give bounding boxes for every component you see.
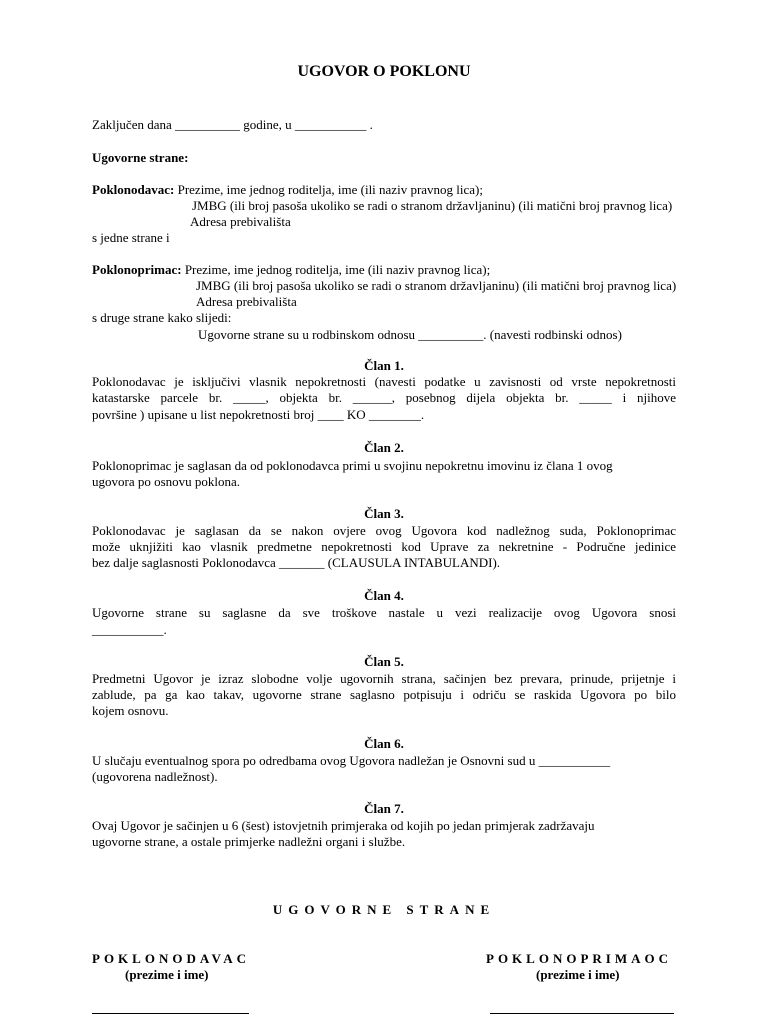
article-1-line: Poklonodavac je isključivi vlasnik nepokretnosti (navesti podatke u zavisnosti od vrste nepokretnosti xyxy=(92,374,676,389)
article-3-line: može uknjižiti kao vlasnik predmetne nepokretnosti kod Uprave za nekretnine - Područne jedinice xyxy=(92,539,676,554)
donor-jmbg: JMBG (ili broj pasoša ukoliko se radi o stranom državljaninu) (ili matični broj pravnog lica) xyxy=(192,198,673,213)
donor-signature-line xyxy=(92,1013,249,1014)
article-7-line: ugovorne strane, a ostale primjerke nadležni organi i službe. xyxy=(92,834,406,849)
recipient-signature-title: POKLONOPRIMAOC xyxy=(486,951,672,966)
article-2-heading: Član 2. xyxy=(364,440,404,455)
article-4-line: Ugovorne strane su saglasne da sve troškove nastale u vezi realizacije ovog Ugovora snosi xyxy=(92,605,676,620)
recipient-signature-line xyxy=(490,1013,674,1014)
article-5-heading: Član 5. xyxy=(364,654,404,669)
recipient-name-text: Prezime, ime jednog roditelja, ime (ili naziv pravnog lica); xyxy=(181,262,491,277)
concluded-line: Zaključen dana __________ godine, u ___________ . xyxy=(92,117,373,132)
article-1-line: katastarske parcele br. _____, objekta br. ______, posebnog dijela objekta br. _____ i njihove xyxy=(92,390,676,405)
parties-heading: Ugovorne strane: xyxy=(92,150,189,165)
donor-side: s jedne strane i xyxy=(92,230,170,245)
document-title: UGOVOR O POKLONU xyxy=(297,63,471,80)
donor-name-text: Prezime, ime jednog roditelja, ime (ili naziv pravnog lica); xyxy=(174,182,483,197)
article-5-line: kojem osnovu. xyxy=(92,703,169,718)
article-3-line: Poklonodavac je saglasan da se nakon ovjere ovog Ugovora kod nadležnog suda, Poklonoprimac xyxy=(92,523,676,538)
article-2-line: ugovora po osnovu poklona. xyxy=(92,474,241,489)
article-4-heading: Član 4. xyxy=(364,588,404,603)
donor-address: Adresa prebivališta xyxy=(190,214,291,229)
recipient-address: Adresa prebivališta xyxy=(196,294,297,309)
recipient-label: Poklonoprimac: xyxy=(92,262,182,277)
signatures-heading: UGOVORNE STRANE xyxy=(272,902,496,917)
recipient-signature-sub: (prezime i ime) xyxy=(536,967,620,982)
donor-signature-title: POKLONODAVAC xyxy=(92,951,251,966)
article-5-line: Predmetni Ugovor je izraz slobodne volje ugovornih strana, sačinjen bez prevara, prinude, prijetnje i xyxy=(92,671,676,686)
article-6-line: U slučaju eventualnog spora po odredbama ovog Ugovora nadležan je Osnovni sud u ___________ xyxy=(92,753,611,768)
recipient-side: s druge strane kako slijedi: xyxy=(92,310,232,325)
article-1-heading: Član 1. xyxy=(364,358,404,373)
donor-label: Poklonodavac: xyxy=(92,182,175,197)
article-7-heading: Član 7. xyxy=(364,801,404,816)
recipient-jmbg: JMBG (ili broj pasoša ukoliko se radi o stranom državljaninu) (ili matični broj pravnog lica) xyxy=(196,278,677,293)
donor-line1 xyxy=(92,182,483,198)
article-3-line: bez dalje saglasnosti Poklonodavca _______ (CLAUSULA INTABULANDI). xyxy=(92,555,501,570)
relation-line: Ugovorne strane su u rodbinskom odnosu __________. (navesti rodbinski odnos) xyxy=(198,327,622,342)
article-7-line: Ovaj Ugovor je sačinjen u 6 (šest) istovjetnih primjeraka od kojih po jedan primjerak zadržavaju xyxy=(92,818,595,833)
recipient-line1 xyxy=(92,262,490,278)
article-4-line: ___________. xyxy=(92,622,167,637)
article-3-heading: Član 3. xyxy=(364,506,404,521)
article-2-line: Poklonoprimac je saglasan da od poklonodavca primi u svojinu nepokretnu imovinu iz člana 1 ovog xyxy=(92,458,613,473)
article-6-heading: Član 6. xyxy=(364,736,404,751)
article-5-line: zablude, pa ga kao takav, ugovorne strane saglasno potpisuju i odriču se raskida Ugovora po bilo xyxy=(92,687,676,702)
article-1-line: površine ) upisane u list nepokretnosti broj ____ KO ________. xyxy=(92,407,425,422)
article-6-line: (ugovorena nadležnost). xyxy=(92,769,218,784)
donor-signature-sub: (prezime i ime) xyxy=(125,967,209,982)
